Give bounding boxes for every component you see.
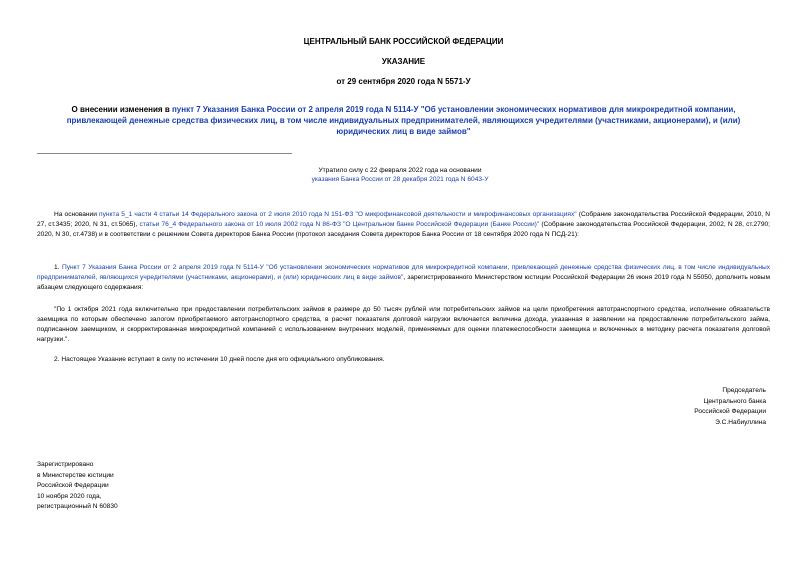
signature-line-2: Центрального банка	[703, 397, 766, 405]
preamble-text-2: (Собрание законодательства Российской Федерации, 2010, N 27, ст.3435; 2020, N 31, ст.5065),	[37, 211, 770, 228]
signature-block	[694, 386, 766, 428]
preamble-paragraph	[37, 210, 770, 240]
quote-text: "По 1 октября 2021 года включительно при предоставлении потребительских займов в размере до 50 тысяч рублей или потребительских займов на цели приобретения автотранспортного средства, исполнение обязательств заемщика по которым обеспечено залогом приобретаемого автотранспортного средства, в расчет показателя долговой нагрузки включается величина дохода, указанная в заявлении на предоставление потребительского займа, подписанном заемщиком, и скорректированная микрокредитной компанией с использованием внутренних моделей, применяемых для оценки платежеспособности заемщика и включенных в методику расчета показателя долговой нагрузки.".	[37, 306, 770, 343]
signature-line-1: Председатель	[722, 387, 766, 394]
registration-line-2: в Министерстве юстиции	[37, 471, 114, 479]
date-number-heading: от 29 сентября 2020 года N 5571-У	[336, 77, 471, 86]
divider	[37, 153, 292, 154]
org-heading: ЦЕНТРАЛЬНЫЙ БАНК РОССИЙСКОЙ ФЕДЕРАЦИИ	[303, 37, 504, 46]
quote-paragraph	[37, 305, 770, 345]
item-2-paragraph	[37, 355, 770, 365]
title-prefix: О внесении изменения в	[71, 105, 172, 114]
expired-text: Утратило силу с 22 февраля 2022 года на основании	[318, 167, 482, 174]
registration-line-1: Зарегистрировано	[37, 461, 94, 468]
expired-link[interactable]: указания Банка России от 28 декабря 2021 года N 6043-У	[311, 176, 489, 183]
registration-line-5: регистрационный N 60830	[37, 503, 118, 510]
law-86-link[interactable]: статьи 76_4 Федерального закона от 10 июля 2002 года N 86-ФЗ "О Центральном банке Российской Федерации (Банке России)"	[139, 221, 540, 228]
preamble-text-1: На основании	[54, 211, 100, 218]
registration-line-3: Российской Федерации	[37, 482, 109, 489]
registration-block	[37, 460, 118, 513]
item-2-text: 2. Настоящее Указание вступает в силу по истечении 10 дней после дня его официального опубликования.	[54, 356, 385, 363]
item-1-link[interactable]: Пункт 7 Указания Банка России от 2 апреля 2019 года N 5114-У "Об установлении экономических нормативов для микрокредитной компании, привлекающей денежные средства физических лиц, в том числе индивидуальных предпринимателей, являющихся учредителями (участниками, акционерами), и (или) юридических лиц в виде займов"	[37, 264, 770, 281]
title-link[interactable]: пункт 7 Указания Банка России от 2 апреля 2019 года N 5114-У "Об установлении экономических нормативов для микрокредитной компании, привлекающей денежные средства физических лиц, в том числе индивидуальных предпринимателей, являющихся учредителями (участниками, акционерами), и (или) юридических лиц в виде займов"	[66, 105, 741, 136]
expired-note	[250, 166, 550, 184]
signature-line-3: Российской Федерации	[694, 408, 766, 415]
preamble-text-3: (Собрание законодательства Российской Федерации, 2002, N 28, ст.2790; 2020, N 30, ст.4738) и в соответствии с решением Совета директоров Банка России (протокол заседания Совета директоров Банка России от 18 сентября 2020 года N ПСД-21):	[37, 221, 770, 238]
registration-line-4: 10 ноября 2020 года,	[37, 492, 102, 500]
document-title	[50, 104, 757, 137]
item-1-text: , зарегистрированного Министерством юстиции Российской Федерации 26 июня 2019 года N 55050, дополнить новым абзацем следующего содержания:	[37, 274, 770, 291]
doc-type-heading: УКАЗАНИЕ	[381, 57, 426, 66]
law-151-link[interactable]: пункта 5_1 части 4 статьи 14 Федерального закона от 2 июля 2010 года N 151-ФЗ "О микрофинансовой деятельности и микрофинансовых организациях"	[99, 211, 577, 218]
signature-line-4: Э.С.Набиуллина	[715, 418, 766, 426]
item-1-number: 1.	[54, 264, 62, 271]
item-1-paragraph	[37, 263, 770, 293]
